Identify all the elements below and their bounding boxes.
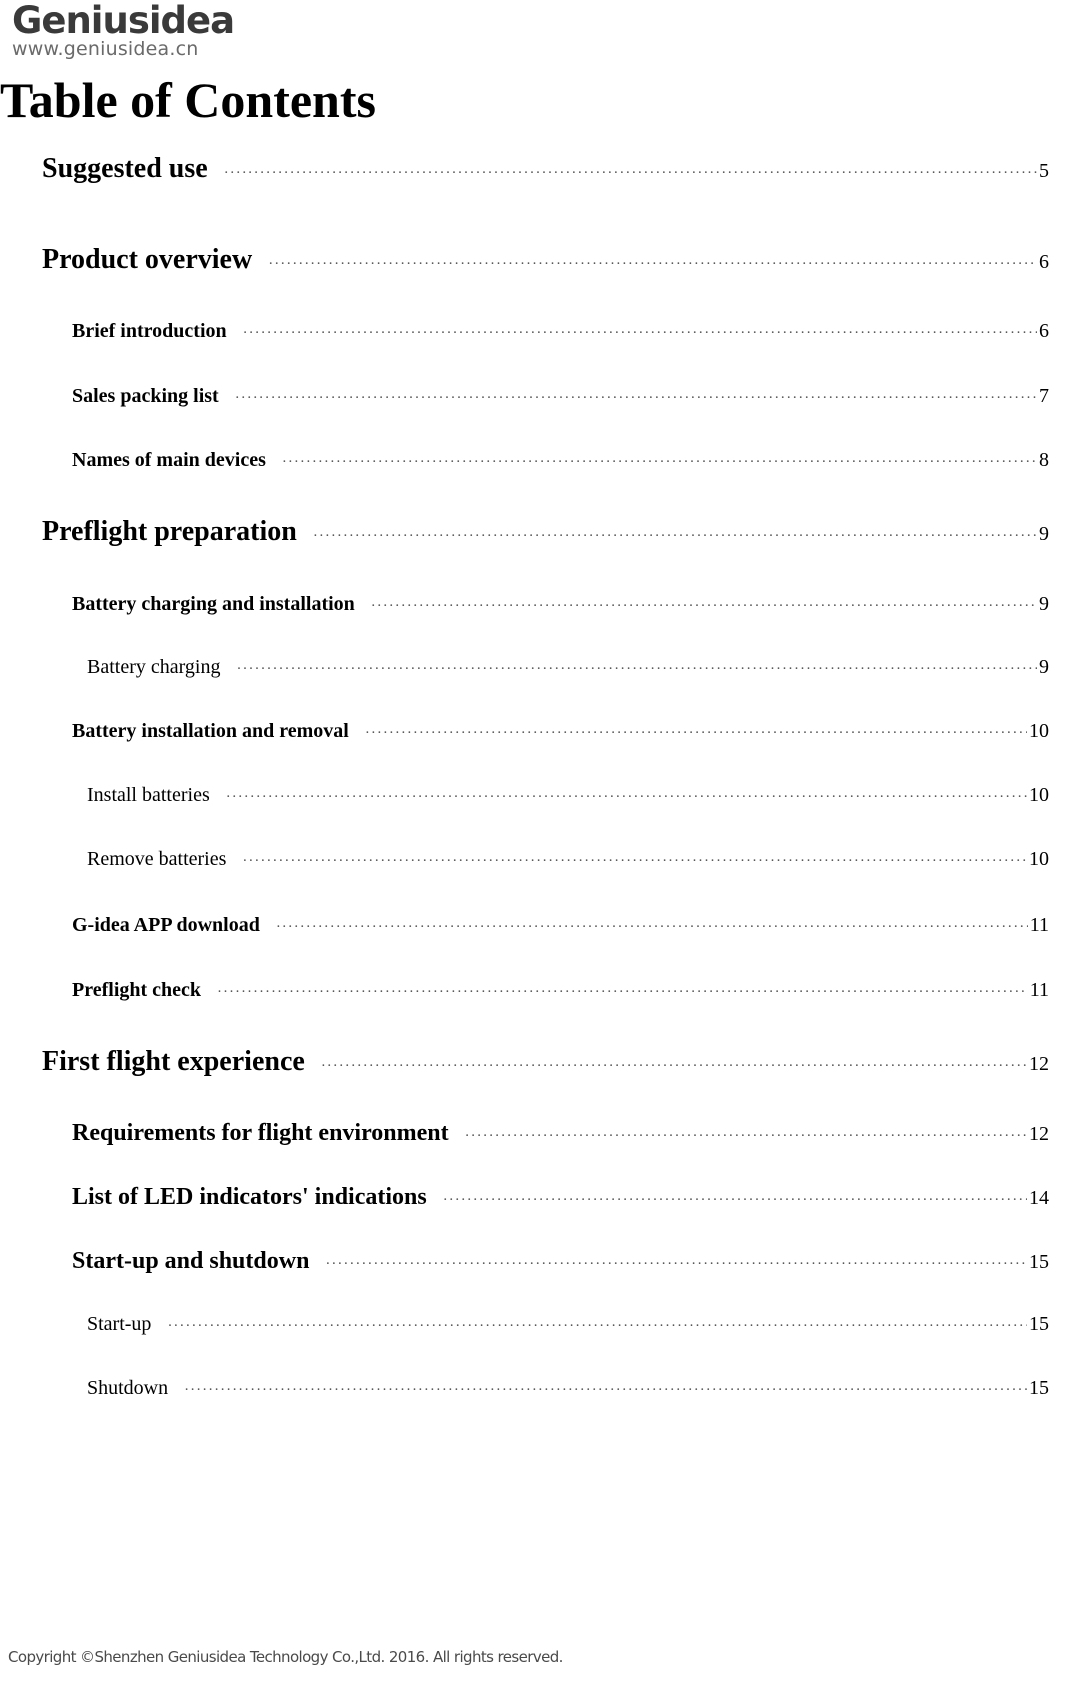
dot-leader bbox=[226, 789, 1027, 806]
toc-entry-preflight-check[interactable] bbox=[72, 979, 1049, 1002]
dot-leader bbox=[217, 984, 1028, 1001]
toc-entry-page: 15 bbox=[1029, 1251, 1049, 1273]
toc-entry-page: 10 bbox=[1029, 848, 1049, 870]
toc-entry-page: 11 bbox=[1029, 979, 1049, 1001]
toc-entry-battery-charging[interactable] bbox=[87, 656, 1049, 679]
toc-entry-remove-batteries[interactable] bbox=[87, 848, 1049, 871]
toc-entry-label: Start-up and shutdown bbox=[72, 1248, 310, 1274]
toc-entry-start-up-and-shutdown[interactable] bbox=[72, 1248, 1049, 1275]
dot-leader bbox=[371, 598, 1037, 615]
dot-leader bbox=[243, 325, 1037, 342]
toc-entry-label: Names of main devices bbox=[72, 449, 266, 471]
toc-entry-label: Brief introduction bbox=[72, 320, 227, 342]
toc-entry-g-idea-app-download[interactable] bbox=[72, 914, 1049, 937]
toc-entry-names-of-main-devices[interactable] bbox=[72, 449, 1049, 472]
dot-leader bbox=[224, 165, 1037, 182]
toc-entry-label: Product overview bbox=[42, 244, 253, 275]
toc-entry-label: Battery charging bbox=[87, 656, 221, 678]
logo-wordmark: Geniusidea bbox=[12, 0, 235, 42]
toc-entry-first-flight-experience[interactable] bbox=[42, 1046, 1049, 1078]
dot-leader bbox=[268, 256, 1037, 273]
toc-entry-start-up[interactable] bbox=[87, 1313, 1049, 1336]
logo-url: www.geniusidea.cn bbox=[12, 38, 199, 60]
dot-leader bbox=[236, 661, 1037, 678]
toc-entry-suggested-use[interactable] bbox=[42, 153, 1049, 185]
toc-entry-page: 9 bbox=[1039, 593, 1049, 615]
toc-entry-product-overview[interactable] bbox=[42, 244, 1049, 276]
toc-entry-page: 8 bbox=[1039, 449, 1049, 471]
toc-entry-page: 9 bbox=[1039, 656, 1049, 678]
toc-entry-label: Preflight check bbox=[72, 979, 202, 1001]
toc-entry-label: G-idea APP download bbox=[72, 914, 260, 936]
toc-entry-page: 7 bbox=[1039, 385, 1049, 407]
copyright-footer: Copyright ©Shenzhen Geniusidea Technology Co.,Ltd. 2016. All rights reserved. bbox=[8, 1648, 563, 1666]
dot-leader bbox=[443, 1192, 1027, 1209]
toc-entry-label: Remove batteries bbox=[87, 848, 227, 870]
toc-entry-label: List of LED indicators' indications bbox=[72, 1184, 427, 1210]
dot-leader bbox=[325, 1256, 1027, 1273]
page-title: Table of Contents bbox=[0, 72, 376, 128]
toc-entry-page: 11 bbox=[1029, 914, 1049, 936]
toc-entry-label: Battery installation and removal bbox=[72, 720, 349, 742]
dot-leader bbox=[365, 725, 1027, 742]
dot-leader bbox=[276, 919, 1028, 936]
toc-entry-shutdown[interactable] bbox=[87, 1377, 1049, 1400]
dot-leader bbox=[321, 1058, 1027, 1075]
toc-entry-requirements-for-flight-environment[interactable] bbox=[72, 1120, 1049, 1147]
toc-entry-page: 6 bbox=[1039, 251, 1049, 273]
dot-leader bbox=[235, 390, 1037, 407]
toc-entry-label: Sales packing list bbox=[72, 385, 219, 407]
toc-entry-page: 5 bbox=[1039, 160, 1049, 182]
toc-entry-label: Battery charging and installation bbox=[72, 593, 355, 615]
toc-entry-label: Start-up bbox=[87, 1313, 152, 1335]
toc-entry-page: 10 bbox=[1029, 720, 1049, 742]
toc-entry-page: 14 bbox=[1029, 1187, 1049, 1209]
dot-leader bbox=[167, 1318, 1027, 1335]
toc-entry-list-of-led-indicators[interactable] bbox=[72, 1184, 1049, 1211]
toc-entry-battery-installation-and-removal[interactable] bbox=[72, 720, 1049, 743]
toc-entry-page: 12 bbox=[1029, 1123, 1049, 1145]
toc-entry-preflight-preparation[interactable] bbox=[42, 516, 1049, 548]
dot-leader bbox=[465, 1128, 1027, 1145]
toc-entry-label: Suggested use bbox=[42, 153, 208, 184]
toc-entry-page: 15 bbox=[1029, 1313, 1049, 1335]
toc-entry-sales-packing-list[interactable] bbox=[72, 385, 1049, 408]
toc-entry-page: 6 bbox=[1039, 320, 1049, 342]
toc-entry-page: 12 bbox=[1029, 1053, 1049, 1075]
toc-entry-label: Requirements for flight environment bbox=[72, 1120, 449, 1146]
toc-entry-page: 15 bbox=[1029, 1377, 1049, 1399]
toc-entry-label: Shutdown bbox=[87, 1377, 169, 1399]
toc-entry-label: First flight experience bbox=[42, 1046, 305, 1077]
toc-entry-battery-charging-and-installation[interactable] bbox=[72, 593, 1049, 616]
toc-entry-brief-introduction[interactable] bbox=[72, 320, 1049, 343]
toc-entry-install-batteries[interactable] bbox=[87, 784, 1049, 807]
dot-leader bbox=[282, 454, 1037, 471]
toc-entry-page: 10 bbox=[1029, 784, 1049, 806]
dot-leader bbox=[313, 528, 1037, 545]
toc-entry-label: Preflight preparation bbox=[42, 516, 297, 547]
toc-entry-page: 9 bbox=[1039, 523, 1049, 545]
dot-leader bbox=[242, 853, 1027, 870]
dot-leader bbox=[184, 1382, 1027, 1399]
toc-entry-label: Install batteries bbox=[87, 784, 210, 806]
